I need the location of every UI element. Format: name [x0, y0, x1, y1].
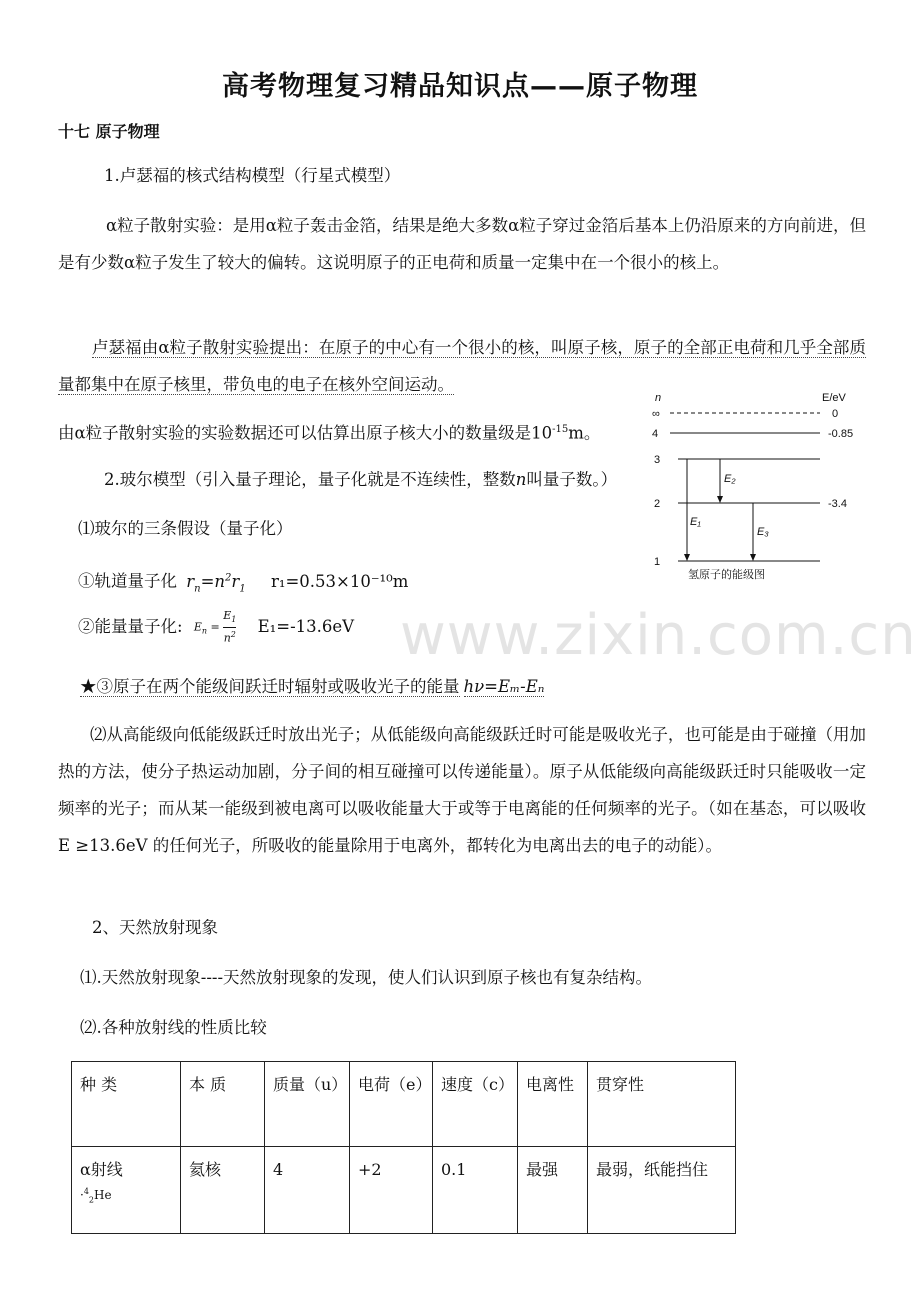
- rutherford-text: 卢瑟福由α粒子散射实验提出：在原子的中心有一个很小的核，叫原子核，原子的全部正电荷和几乎全部质量都集中在原子核里，带负电的电子在核外空间运动。: [58, 338, 866, 394]
- transition-label: E₂: [724, 473, 736, 485]
- para-transition: ⑵从高能级向低能级跃迁时放出光子；从低能级向高能级跃迁时可能是吸收光子，也可能是由于碰撞（用加热的方法，使分子热运动加剧，分子间的相互碰撞可以传递能量）。原子从低能级向高能级跃迁时只能吸收一定频率的光子；而从某一能级到被电离可以吸收能量大于或等于电离能的任何频率的光子。（如在基态，可以吸收 E ≥13.6eV 的任何光子，所吸收的能量除用于电离外，都转化为电离出去的电子的动能）。: [58, 725, 866, 855]
- item2-heading: [104, 461, 617, 498]
- estimate-unit: m。: [568, 423, 601, 443]
- cell-alpha-label: α射线: [80, 1160, 123, 1179]
- watermark-text: www.zixin.com.cn: [400, 603, 917, 668]
- energy-level-diagram: [640, 388, 890, 588]
- para-estimate: [58, 411, 600, 452]
- table-cell: +2: [350, 1147, 433, 1234]
- diagram-caption: 氢原子的能级图: [688, 569, 765, 581]
- energy-level-n: ∞: [652, 408, 660, 420]
- energy-level-value: 0: [832, 408, 839, 420]
- orbit-equation: $r_n=n^2r_1$: [186, 571, 246, 594]
- transition-arrowhead: [684, 554, 690, 561]
- table-header-cell: 贯穿性: [588, 1062, 736, 1147]
- estimate-value: 10: [531, 423, 553, 443]
- bohr-star: [80, 668, 544, 705]
- helium-symbol: ·$^4_2$He: [80, 1187, 112, 1205]
- item2-tail: 叫量子数。）: [526, 470, 618, 489]
- energy-level-n: 3: [654, 454, 661, 466]
- energy-equation: $E_n$ = $\frac{E_1}{n^2}$: [193, 609, 237, 645]
- table-cell: 4: [265, 1147, 350, 1234]
- table-cell: 最强: [518, 1147, 588, 1234]
- bohr-energy: [78, 608, 354, 646]
- diagram-e-label: E/eV: [822, 392, 846, 404]
- bohr-sub1: ⑴玻尔的三条假设（量子化）: [78, 519, 293, 538]
- table-header-cell: 电荷（e）: [350, 1062, 433, 1147]
- table-header-cell: 种 类: [72, 1062, 181, 1147]
- radio-1: ⑴.天然放射现象----天然放射现象的发现，使人们认识到原子核也有复杂结构。: [80, 968, 653, 987]
- bohr-orbit-label: ①轨道量子化: [78, 571, 177, 591]
- estimate-exp: -15: [552, 424, 569, 435]
- bohr-energy-label: ②能量量子化:: [78, 617, 183, 636]
- item1-heading: 1.卢瑟福的核式结构模型（行星式模型）: [104, 166, 401, 185]
- table-header-cell: 速度（c）: [433, 1062, 518, 1147]
- energy-level-value: -0.85: [828, 428, 854, 440]
- table-header-cell: 质量（u）: [265, 1062, 350, 1147]
- radiation-table: [71, 1061, 736, 1234]
- radio-2: ⑵.各种放射线的性质比较: [80, 1018, 267, 1037]
- transition-arrowhead: [750, 554, 756, 561]
- bohr-star-formula: hν=Eₘ-Eₙ: [463, 677, 545, 696]
- table-header-cell: 本 质: [181, 1062, 265, 1147]
- section-heading: 十七 原子物理: [58, 122, 160, 141]
- estimate-text: 由α粒子散射实验的实验数据还可以估算出原子核大小的数量级是: [58, 423, 532, 443]
- para-alpha: α粒子散射实验：是用α粒子轰击金箔，结果是绝大多数α粒子穿过金箔后基本上仍沿原来的方向前进，但是有少数α粒子发生了较大的偏转。这说明原子的正电荷和质量一定集中在一个很小的核上。: [58, 216, 866, 272]
- transition-label: E₃: [757, 526, 769, 538]
- item2-n: n: [515, 470, 527, 489]
- table-cell: 0.1: [433, 1147, 518, 1234]
- bohr-energy-e1: E₁=-13.6eV: [257, 617, 355, 636]
- energy-level-n: 4: [652, 428, 659, 440]
- table-header-cell: 电离性: [518, 1062, 588, 1147]
- table-row: [72, 1147, 736, 1234]
- energy-level-n: 2: [654, 498, 661, 510]
- table-header-row: [72, 1062, 736, 1147]
- table-cell: 氦核: [181, 1147, 265, 1234]
- transition-label: E₁: [690, 516, 701, 528]
- bohr-orbit: [78, 559, 408, 607]
- energy-level-value: -3.4: [828, 498, 847, 510]
- page-title: 高考物理复习精品知识点——原子物理: [222, 71, 698, 102]
- table-cell: [72, 1147, 181, 1234]
- diagram-n-label: n: [655, 392, 662, 404]
- transition-arrowhead: [717, 496, 723, 503]
- bohr-orbit-formula: r₁=0.53×10⁻¹⁰m: [270, 571, 409, 591]
- energy-level-n: 1: [654, 556, 661, 568]
- table-cell: 最弱，纸能挡住: [588, 1147, 736, 1234]
- item3-heading: 2、天然放射现象: [92, 918, 218, 937]
- bohr-star-text: ★③原子在两个能级间跃迁时辐射或吸收光子的能量: [80, 677, 460, 696]
- item2-text: 2.玻尔模型（引入量子理论，量子化就是不连续性，整数: [104, 470, 516, 489]
